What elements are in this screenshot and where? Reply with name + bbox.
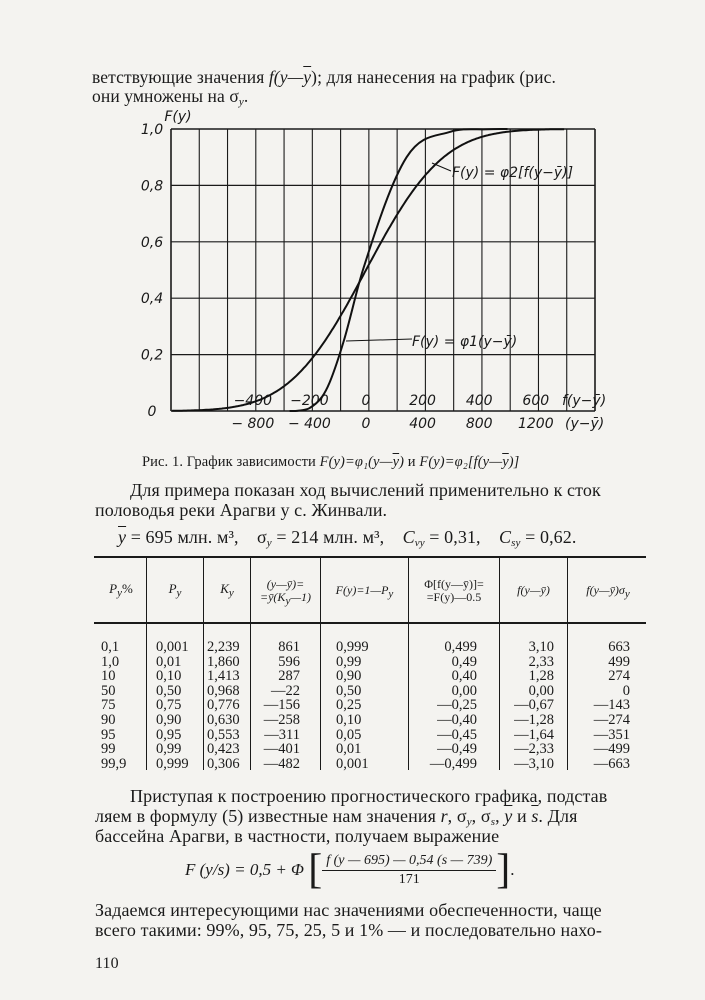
table-cell: —0,25 [437,697,477,714]
y-tick-label: 0,2 [140,347,164,364]
intro-sigma-sub: y [238,96,244,108]
formula-lhs: F (y/s) = 0,5 + Φ [185,860,304,879]
h7: f(y—ȳ)σ [586,583,625,597]
p2-ybar: $\overline{y}$ [504,806,513,826]
table-cell: 0,306 [207,755,240,772]
caption-ybar: $\overline{y}$ [392,454,400,470]
table-cell: 274 [608,668,630,685]
table-cell: —0,49 [437,741,477,758]
header-ky [204,582,250,600]
caption-f1: F(y)=φ₁(y— [319,454,393,470]
table-cell: 0,423 [207,741,240,758]
p2-end: . Для [538,806,578,826]
caption-prefix: Рис. 1. График зависимости [142,454,320,470]
table-cell: 0,00 [451,682,477,699]
table-cell: 90 [101,711,116,728]
y-tick-label: 0 [147,404,157,420]
table-cell: —1,64 [514,726,554,743]
table-cell: 1,413 [207,668,240,685]
p2-sep3: , [495,806,505,826]
p2-sep2: , σ [471,806,491,826]
table-cell: —0,499 [429,755,477,772]
intro-ybar: $\overline{y}$ [303,67,312,87]
x-tick-lower: − 800 [231,416,275,432]
x-tick-lower: 1200 [517,416,554,432]
header-py [147,582,203,600]
h5-l1: Φ[f(y—ȳ)]= [424,577,484,591]
intro-line-1 [92,67,556,87]
figure-caption [142,452,519,472]
paragraph-1-line-2: половодья реки Арагви у с. Жинвали. [95,500,388,520]
p2-sep: , σ [447,806,467,826]
table-cell: —0,40 [437,711,477,728]
h2: K [220,581,229,596]
table-cell: —2,33 [514,741,554,758]
table-cell: 0,90 [156,711,182,728]
table-cell: 0,999 [156,755,189,772]
h7-sub: y [624,588,630,600]
table-cell: 0,99 [336,653,362,670]
intro-period: . [243,86,249,106]
table-cell: 0,10 [156,668,182,685]
paragraph-3-line-1: Задаемся интересующими нас значениями обеспеченности, чаще [95,900,602,920]
h4-sub: y [388,588,394,600]
p2-sbar: $\overline{s}$ [531,806,539,826]
paragraph-1-line-1: Для примера показан ход вычислений применительно к сток [130,480,601,500]
table-cell: 0,40 [451,668,477,685]
header-deviation [251,578,320,608]
right-bracket: ] [496,847,511,893]
table-cell: 0,25 [336,697,362,714]
h0-sub: y [117,587,122,599]
table-cell: 0,95 [156,726,182,743]
table-cell: —351 [593,726,630,743]
table-cell: 0,05 [336,726,362,743]
table-cell: 99,9 [101,755,127,772]
stat-cs-value: = 0,62. [520,527,577,547]
table-cell: 861 [278,639,300,655]
stat-ybar-value: = 695 млн. м³, [126,527,239,547]
distribution-chart [110,100,650,440]
h0-tail: % [122,581,133,596]
table-header-rule [94,622,646,624]
x-tick-lower: − 400 [287,416,331,432]
table-cell: 0,968 [207,682,240,699]
caption-conj: и [404,454,420,470]
h1-sub: y [176,587,182,599]
h6: f(y—ȳ) [517,583,550,597]
table-cell: 1,28 [528,668,554,685]
x-axis-label-upper: f(y−ȳ) [562,393,607,409]
caption-f1-end: ) [399,454,405,470]
table-cell: 0,001 [336,755,369,772]
table-cell: 0,75 [156,697,182,714]
table-cell: 3,10 [528,639,554,655]
h3-tail: —1) [290,590,311,604]
table-cell: —156 [263,697,300,714]
table-cell: —482 [263,755,300,772]
table-cell: —0,45 [437,726,477,743]
p2-text: ляем в формулу (5) известные нам значения [95,806,441,826]
paragraph-2-line-3: бассейна Арагви, в частности, получаем выражение [95,826,500,846]
table-cell: 1,0 [101,653,120,670]
stat-cv-sub: vy [414,537,425,549]
p2-and: и [512,806,532,826]
table-cell: 0,999 [336,639,369,655]
table-cell: 0,499 [444,639,477,655]
caption-f2-end: )] [508,454,520,470]
header-phi [409,578,499,604]
paragraph-3-line-2: всего такими: 99%, 95, 75, 25, 5 и 1% — и последовательно нахо- [95,920,602,940]
leader-phi1 [346,339,412,341]
h4: F(y)=1—P [335,583,389,597]
table-cell: 0,1 [101,639,120,655]
header-f-dev [500,584,567,597]
h3-l2: =ȳ(K [260,590,286,604]
leader-phi2 [432,163,451,171]
y-tick-label: 0,8 [140,178,164,195]
formula-numerator: f (y — 695) — 0,54 (s — 739) [322,853,496,871]
table-cell: —401 [263,741,300,758]
column-fy [336,640,406,771]
table-cell: 0,001 [156,639,189,655]
intro-formula: f(y— [268,67,304,87]
table-cell: —143 [593,697,630,714]
stat-cs: C [499,527,512,547]
table-cell: —1,28 [514,711,554,728]
stat-sigma: σ [256,527,267,547]
header-fy [321,584,408,601]
x-tick-upper: 600 [522,393,550,409]
table-cell: 0,630 [207,711,240,728]
table-cell: 0,50 [156,682,182,699]
h5-l2: =F(y)—0.5 [426,590,482,604]
table-cell: 0,776 [207,697,240,714]
column-phi [410,640,477,771]
stat-sigma-sub: y [266,537,272,549]
p2-ss: s [490,816,496,828]
h1: P [168,581,177,596]
h3-l1: (y—ȳ)= [266,577,305,591]
table-cell: 596 [278,653,300,670]
table-cell: 2,33 [528,653,554,670]
p2-sy: y [466,816,472,828]
header-py-percent [96,582,146,600]
formula-denominator: 171 [398,871,420,887]
table-cell: 0,10 [336,711,362,728]
stat-sigma-value: = 214 млн. м³, [271,527,385,547]
stat-cv: C [402,527,415,547]
x-tick-upper: 400 [465,393,493,409]
stat-cs-sub: sy [511,537,521,549]
table-cell: 1,860 [207,653,240,670]
table-top-rule [94,556,646,558]
x-tick-upper: 200 [409,393,436,409]
table-cell: 0 [622,682,630,699]
x-tick-upper: 0 [361,393,371,409]
h0: P [109,581,118,596]
caption-ybar-2: $\overline{y}$ [502,454,509,470]
page-number: 110 [95,955,119,972]
stats-line [118,527,576,553]
table-cell: —499 [593,741,630,758]
label-phi1: F(y) = φ1(y−ȳ) [412,334,518,350]
x-tick-upper: −400 [233,393,273,409]
table-cell: 10 [101,668,116,685]
formula-end: . [510,860,515,879]
table-cell: 663 [608,639,630,655]
table-cell: 2,239 [207,639,240,655]
table-cell: 50 [101,682,116,699]
table-cell: —0,67 [514,697,554,714]
forecast-formula [185,847,515,893]
y-axis-label: F(y) [164,109,192,125]
table-cell: —258 [263,711,300,728]
column-deviation [252,640,300,771]
stat-cv-value: = 0,31, [424,527,481,547]
h3-sub: y [285,595,291,607]
table-cell: 0,01 [156,653,182,670]
caption-f2: F(y)=φ₂[f(y— [419,454,503,470]
intro-text-2: они умножены на σ [92,86,239,106]
table-cell: 0,90 [336,668,362,685]
column-f-dev-sigma [568,640,630,771]
stat-ybar: $\overline{y}$ [118,527,127,547]
table-cell: —3,10 [514,755,554,772]
table-cell: 0,49 [451,653,477,670]
paragraph-2-line-1: Приступая к построению прогностического графика, подстав [130,786,608,806]
table-cell: 0,00 [528,682,554,699]
table-cell: —311 [264,726,300,743]
intro-text: ветствующие значения [92,67,269,87]
x-tick-lower: 800 [465,416,493,432]
table-cell: 0,01 [336,741,362,758]
y-tick-label: 0,6 [140,234,164,251]
table-cell: 499 [608,653,630,670]
table-cell: 99 [101,741,116,758]
column-py [156,640,202,771]
table-cell: 0,553 [207,726,240,743]
x-tick-upper: −200 [290,393,329,409]
table-cell: —663 [593,755,630,772]
h2-sub: y [228,587,234,599]
label-phi2: F(y) = φ2[f(y−ȳ)] [452,165,574,181]
x-tick-lower: 0 [361,416,371,432]
table-cell: 0,50 [336,682,362,699]
y-tick-label: 0,4 [140,291,164,308]
y-tick-label: 1,0 [140,122,164,138]
column-f-dev [500,640,554,771]
table-cell: 287 [278,668,300,685]
left-bracket: [ [308,847,323,893]
p2-r: r [440,806,448,826]
header-f-dev-sigma [568,584,648,601]
intro-text-end: ); для нанесения на график (рис. [311,67,556,87]
table-cell: 95 [101,726,116,743]
table-cell: —22 [271,682,300,699]
table-cell: 0,99 [156,741,182,758]
column-py-percent [101,640,145,771]
x-tick-lower: 400 [409,416,436,432]
table-cell: 75 [101,697,116,714]
x-axis-label-lower: (y−ȳ) [565,416,605,432]
column-ky [207,640,249,771]
formula-fraction [322,853,496,888]
table-cell: —274 [593,711,630,728]
